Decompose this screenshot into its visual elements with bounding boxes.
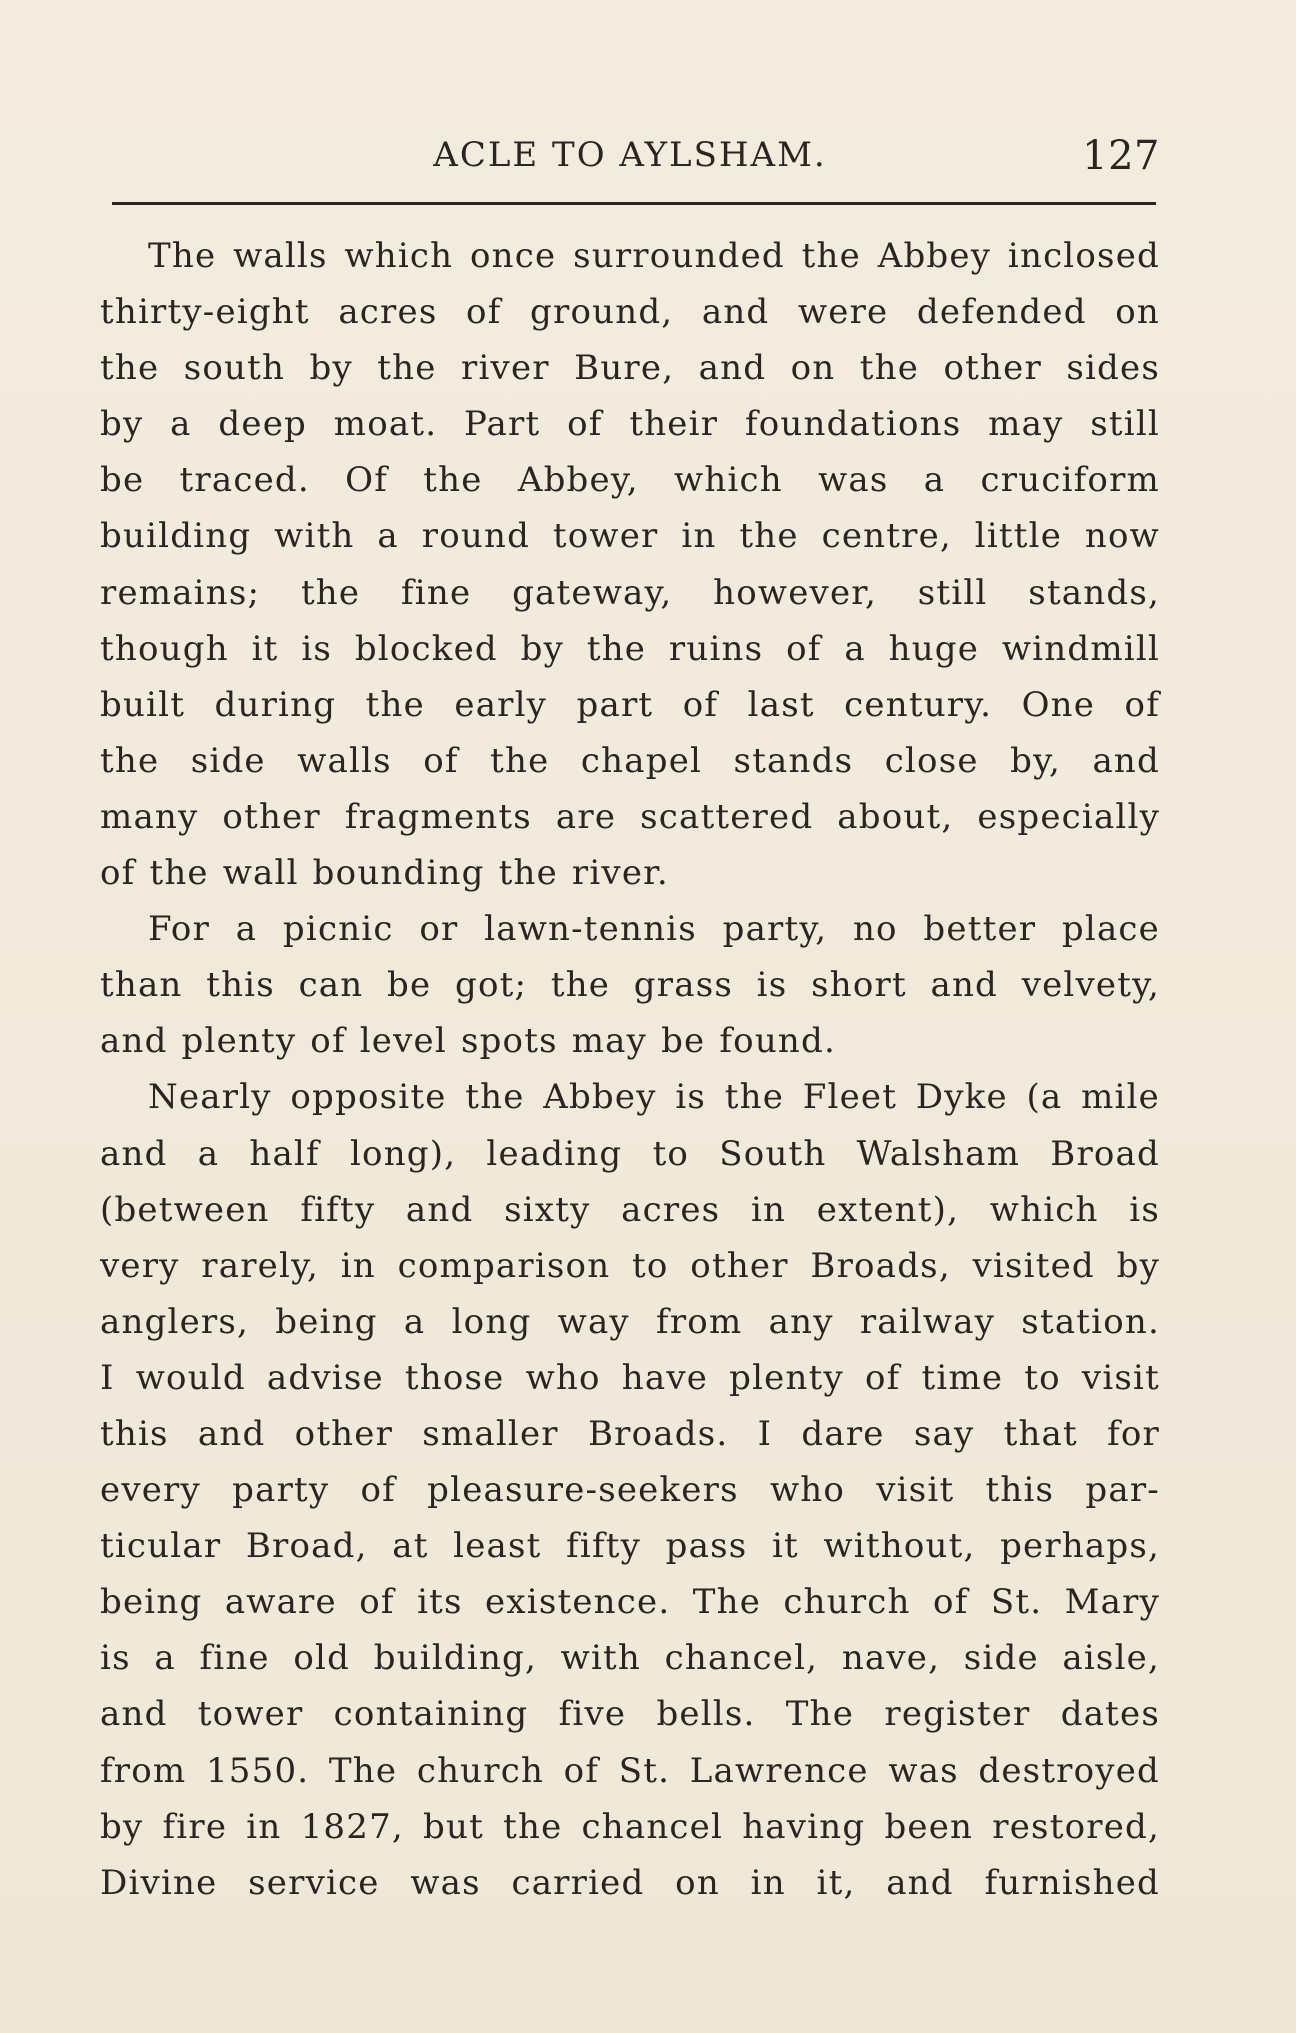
text-line: this and other smaller Broads. I dare say that for bbox=[100, 1413, 1160, 1454]
text-line: than this can be got; the grass is short and velvety, bbox=[100, 965, 1160, 1006]
text-line: remains; the fine gateway, however, still stands, bbox=[100, 572, 1160, 613]
text-line: I would advise those who have plenty of time to visit bbox=[100, 1357, 1160, 1398]
text-line: though it is blocked by the ruins of a huge windmill bbox=[100, 628, 1160, 669]
header-rule bbox=[112, 202, 1156, 205]
text-line: Nearly opposite the Abbey is the Fleet Dyke (a mile bbox=[148, 1077, 1160, 1118]
text-line: and a half long), leading to South Walsham Broad bbox=[100, 1133, 1160, 1174]
text-line: ticular Broad, at least fifty pass it without, perhaps, bbox=[100, 1526, 1160, 1567]
text-line: from 1550. The church of St. Lawrence was destroyed bbox=[100, 1750, 1160, 1791]
body-text bbox=[100, 228, 1160, 1911]
text-line: anglers, being a long way from any railway station. bbox=[100, 1301, 1160, 1342]
text-line: (between fifty and sixty acres in extent), which is bbox=[100, 1189, 1160, 1230]
page-number: 127 bbox=[1082, 133, 1160, 179]
running-head: ACLE TO AYLSHAM. bbox=[433, 135, 827, 175]
text-line: is a fine old building, with chancel, nave, side aisle, bbox=[100, 1638, 1160, 1679]
text-line: by a deep moat. Part of their foundations may still bbox=[100, 404, 1160, 445]
text-line: The walls which once surrounded the Abbey inclosed bbox=[148, 236, 1160, 276]
text-line: very rarely, in comparison to other Broads, visited by bbox=[100, 1245, 1160, 1286]
page-header bbox=[100, 133, 1160, 192]
text-line: built during the early part of last century. One of bbox=[100, 684, 1160, 725]
text-line: building with a round tower in the centre, little now bbox=[100, 516, 1160, 557]
text-line: many other fragments are scattered about, especially bbox=[100, 796, 1160, 837]
text-line: being aware of its existence. The church of St. Mary bbox=[100, 1582, 1160, 1623]
text-line: and plenty of level spots may be found. bbox=[100, 1021, 836, 1062]
text-line: Divine service was carried on in it, and furnished bbox=[100, 1862, 1160, 1903]
text-line: of the wall bounding the river. bbox=[100, 853, 669, 894]
text-line: by fire in 1827, but the chancel having been restored, bbox=[100, 1806, 1160, 1847]
text-line: For a picnic or lawn-tennis party, no better place bbox=[148, 909, 1160, 950]
text-line: and tower containing five bells. The register dates bbox=[100, 1694, 1160, 1735]
text-line: the side walls of the chapel stands close by, and bbox=[100, 740, 1160, 781]
text-line: every party of pleasure-seekers who visit this par- bbox=[100, 1470, 1160, 1511]
text-line: the south by the river Bure, and on the other sides bbox=[100, 348, 1160, 389]
text-line: thirty-eight acres of ground, and were defended on bbox=[100, 292, 1160, 333]
text-line: be traced. Of the Abbey, which was a cruciform bbox=[100, 460, 1160, 501]
